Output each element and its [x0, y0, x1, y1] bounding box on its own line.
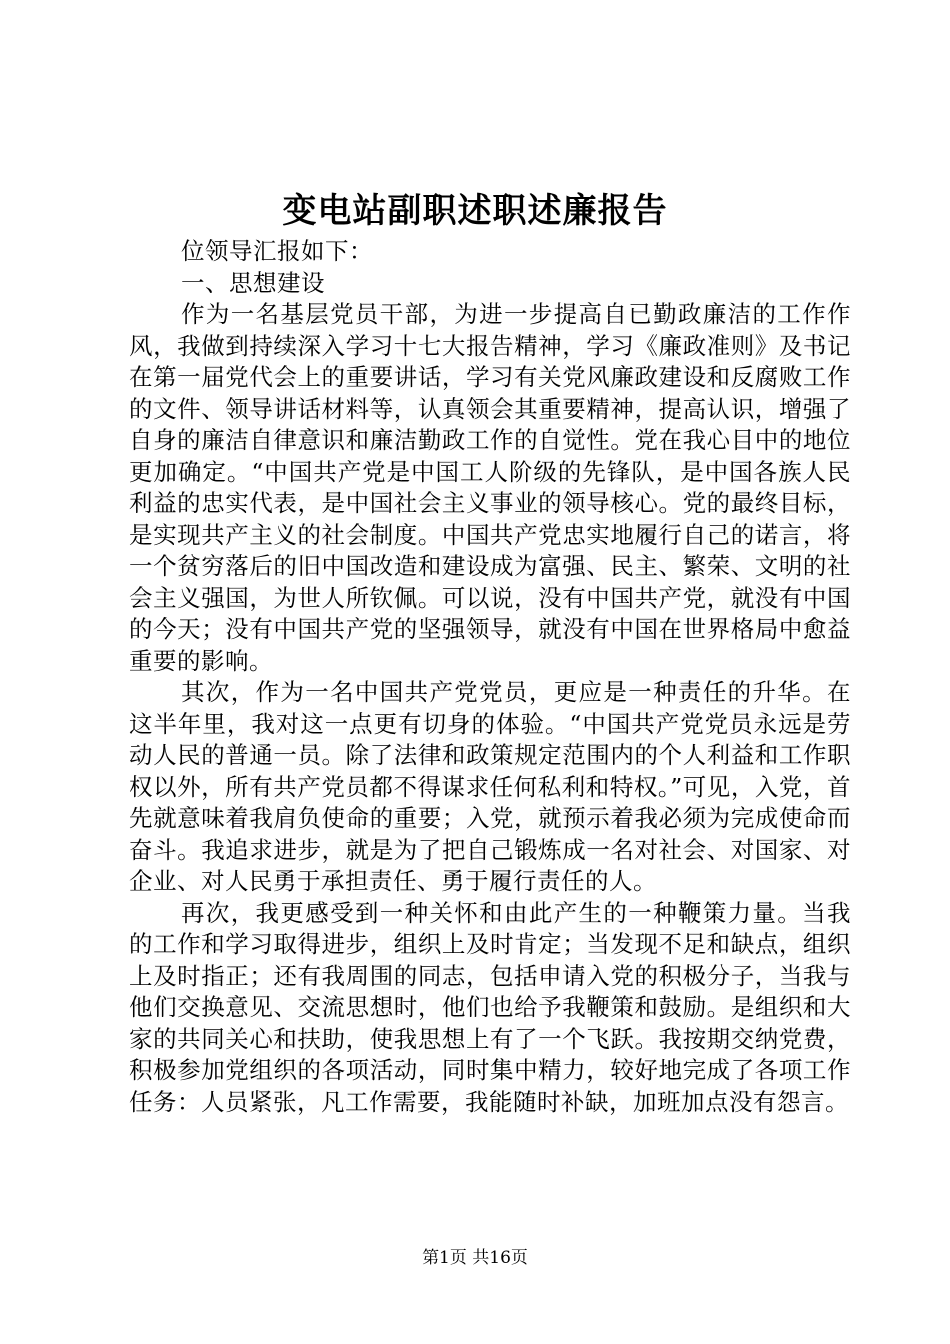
page-number: 第1页 共16页 [422, 1248, 528, 1268]
paragraph-intro: 位领导汇报如下： [181, 237, 373, 265]
section-heading-ideology: 一、思想建设 [181, 268, 325, 297]
document-body [129, 236, 851, 1118]
paragraph-responsibility: 其次，作为一名中国共产党党员，更应是一种责任的升华。在这半年里，我对这一点更有切身的体验。“中国共产党党员永远是劳动人民的普通一员。除了法律和政策规定范围内的个人利益和工作职权以外，所有共产党员都不得谋求任何私利和特权。”可见，入党，首先就意味着我肩负使命的重要；入党，就预示着我必须为完成使命而奋斗。我追求进步，就是为了把自己锻炼成一名对社会、对国家、对企业、对人民勇于承担责任、勇于履行责任的人。 [129, 678, 851, 895]
paragraph-care: 再次，我更感受到一种关怀和由此产生的一种鞭策力量。当我的工作和学习取得进步，组织上及时肯定；当发现不足和缺点，组织上及时指正；还有我周围的同志，包括申请入党的积极分子，当我与他们交换意见、交流思想时，他们也给予我鞭策和鼓励。是组织和大家的共同关心和扶助，使我思想上有了一个飞跃。我按期交纳党费，积极参加党组织的各项活动，同时集中精力，较好地完成了各项工作任务：人员紧张，凡工作需要，我能随时补缺，加班加点没有怨言。 [129, 898, 851, 1116]
paragraph-ideology: 作为一名基层党员干部，为进一步提高自已勤政廉洁的工作作风，我做到持续深入学习十七大报告精神，学习《廉政准则》及书记在第一届党代会上的重要讲话，学习有关党风廉政建设和反腐败工作的文件、领导讲话材料等，认真领会其重要精神，提高认识，增强了自身的廉洁自律意识和廉洁勤政工作的自觉性。党在我心目中的地位更加确定。“中国共产党是中国工人阶级的先锋队，是中国各族人民利益的忠实代表，是中国社会主义事业的领导核心。党的最终目标，是实现共产主义的社会制度。中国共产党忠实地履行自己的诺言，将一个贫穷落后的旧中国改造和建设成为富强、民主、繁荣、文明的社会主义强国，为世人所钦佩。可以说，没有中国共产党，就没有中国的今天；没有中国共产党的坚强领导，就没有中国在世界格局中愈益重要的影响。 [129, 300, 851, 675]
document-title: 变电站副职述职述廉报告 [282, 191, 668, 231]
